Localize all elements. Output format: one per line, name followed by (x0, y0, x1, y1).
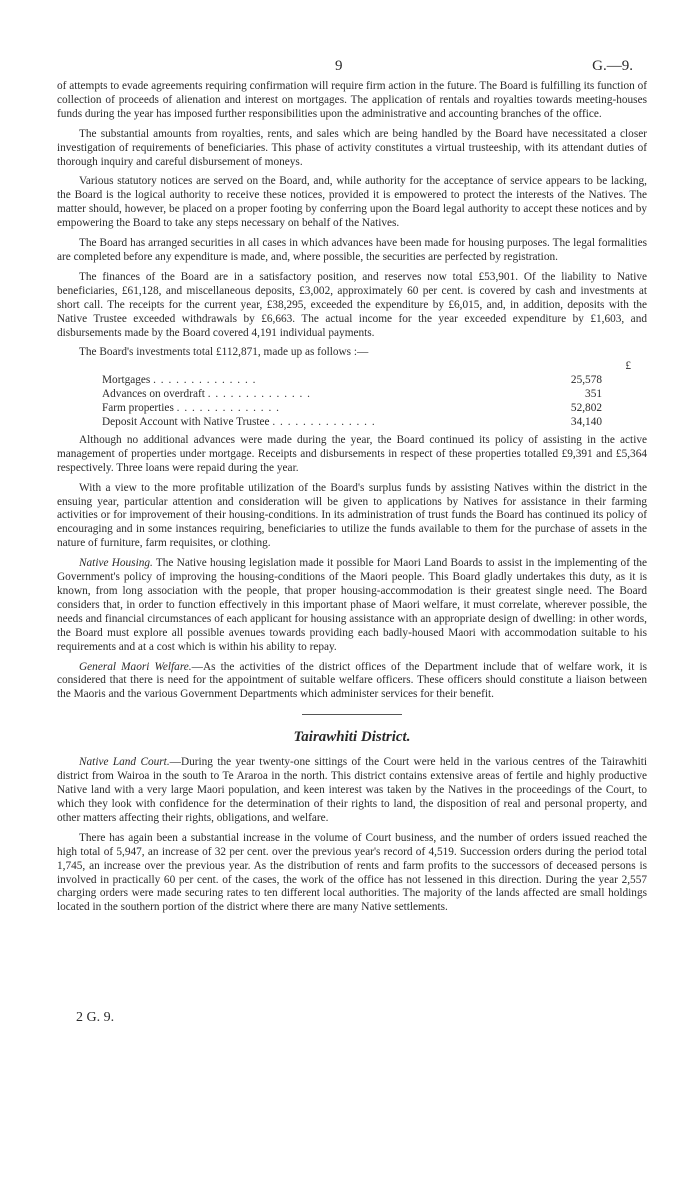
leader-dots: . . . . . . . . . . . . . . (272, 416, 376, 429)
investment-amount: 25,578 (570, 374, 602, 387)
section-divider (302, 714, 402, 715)
paragraph-statutory-notices: Various statutory notices are served on the Board, and, while authority for the acceptance of service appears to be lacking, the Board is the logical authority to receive these notices, provided it is empowered to protect the interests of the Natives. The matter should, however, be placed on a proper footing by conferring upon the Board legal authority to accept these notices and by empowering the Board to take any steps necessary on behalf of the Natives. (57, 175, 647, 230)
investments-table (57, 360, 647, 430)
native-housing-body: The Native housing legislation made it possible for Maori Land Boards to assist in the implementing of the Government's policy of improving the housing-conditions of the Maori people. This Board gladly undertakes this duty, as it is known, from long association with the people, that proper housing-accommodation is their greatest single need. The Board considers that, in order to function effectively in this important phase of Maori welfare, it must correlate, wherever possible, the needs and financial circumstances of each applicant for housing assistance with an appropriate design of dwelling: in other words, the Board must explore all possible avenues towards providing each badly-housed Maori with accommodation suitable to his requirements and at a cost which is within his ability to repay. (57, 557, 647, 653)
page-header (57, 0, 647, 80)
paragraph-advances: Although no additional advances were made during the year, the Board continued its policy of assisting in the active management of properties under mortgage. Receipts and disbursements in respect of these properties totalled £9,391 and £5,364 respectively. Three loans were repaid during the year. (57, 433, 647, 474)
leader-dots: . . . . . . . . . . . . . . (176, 402, 280, 415)
paragraph-securities: The Board has arranged securities in all cases in which advances have been made for housing purposes. The legal formalities are completed before any expenditure is made, and, where possible, the securities are perfected by registration. (57, 237, 647, 263)
paragraph-enforcement: of attempts to evade agreements requiring confirmation will require firm action in the future. The Board is fulfilling its function of collection of proceeds of alienation and interest on mortgages. The application of rentals and royalties towards meeting-houses funds during the year has imposed further responsibilities upon the administrative and accounting branches of the office. (57, 80, 647, 120)
paragraph-court-business: There has again been a substantial increase in the volume of Court business, and the number of orders issued reached the high total of 5,947, an increase of 32 per cent. over the previous year's record of 4,519. Succession orders during the period total 1,745, an increase over the previous year. As the distribution of rents and farm profits to the successors of deceased persons is involved in practically 60 per cent. of the cases, the work of the office has not lessened in this direction. During the year 2,557 charging orders were made securing rates to ten different local authorities. The majority of the lands affected are small holdings located in the southern portion of the district where there are many Native settlements. (57, 831, 647, 914)
paragraph-surplus-funds: With a view to the more profitable utilization of the Board's surplus funds by assisting Natives within the district in the ensuing year, particular attention and consideration will be given to applications by Natives for assistance in their farming activities or for improvement of their housing-conditions. In its administration of trust funds the Board has continued its policy of encouraging and in some instances requiring, beneficiaries to utilize the funds available to them for the purchase of assets in the nature of furniture, farm requisites, or clothing. (57, 481, 647, 550)
investment-label: Advances on overdraft (102, 388, 205, 401)
investment-label: Deposit Account with Native Trustee (102, 416, 270, 429)
leader-dots: . . . . . . . . . . . . . . (207, 388, 311, 401)
currency-symbol: £ (625, 360, 631, 373)
maori-welfare-heading: General Maori Welfare. (79, 660, 192, 673)
leader-dots: . . . . . . . . . . . . . . (153, 374, 257, 387)
investment-label: Mortgages (102, 374, 151, 387)
paragraph-investments-intro: The Board's investments total £112,871, made up as follows :— (79, 346, 369, 359)
native-housing-heading: Native Housing. (79, 557, 153, 570)
land-court-heading: Native Land Court. (79, 756, 170, 769)
document-reference: G.—9. (592, 58, 633, 74)
maori-welfare-body: —As the activities of the district offices of the Department include that of welfare work, it is considered that there is need for the appointment of suitable welfare officers. These officers should constitute a liaison between the Maoris and the various Government Departments which administer services for their benefit. (57, 660, 647, 701)
paragraph-land-court (57, 756, 647, 826)
investment-amount: 34,140 (570, 416, 602, 429)
footer-signature: 2 G. 9. (76, 1010, 115, 1025)
section-title: Tairawhiti District. (293, 729, 411, 746)
page-number: 9 (335, 58, 343, 74)
investment-row (57, 388, 647, 402)
paragraph-trusteeship: The substantial amounts from royalties, rents, and sales which are being handled by the Board have necessitated a closer investigation of requirements of beneficiaries. This phase of activity constitutes a virtual trusteeship, with its attendant duties of thorough inquiry and careful disbursement of moneys. (57, 127, 647, 168)
investment-row (57, 402, 647, 416)
paragraph-maori-welfare (57, 661, 647, 703)
investment-amount: 351 (585, 388, 602, 401)
paragraph-native-housing (57, 557, 647, 654)
investment-label: Farm properties (102, 402, 174, 415)
investment-row (57, 374, 647, 388)
investment-row (57, 416, 647, 430)
paragraph-finances: The finances of the Board are in a satisfactory position, and reserves now total £53,901. Of the liability to Native beneficiaries, £61,128, and miscellaneous deposits, £3,002, approximately 60 per cent. is covered by cash and investments at short call. The receipts for the current year, £38,295, exceeded the expenditure by £6,015, and, in addition, deposits with the Native Trustee exceeded withdrawals by £6,663. The actual income for the year exceeded expenditure by £1,603, and disbursements made by the Board covered 4,191 individual payments. (57, 270, 647, 339)
land-court-body: —During the year twenty-one sittings of the Court were held in the various centres of the Tairawhiti district from Wairoa in the south to Te Araroa in the north. This district contains extensive areas of fertile and highly productive Native land with a very large Maori population, and keen interest was taken by the Natives in the proceedings of the Court, to which they look with confidence for the determination of their rights to land, the disposition of real and personal property, and other matters affecting their rights, obligations, and welfare. (57, 756, 648, 824)
document-page (57, 0, 647, 921)
investment-amount: 52,802 (570, 402, 602, 415)
